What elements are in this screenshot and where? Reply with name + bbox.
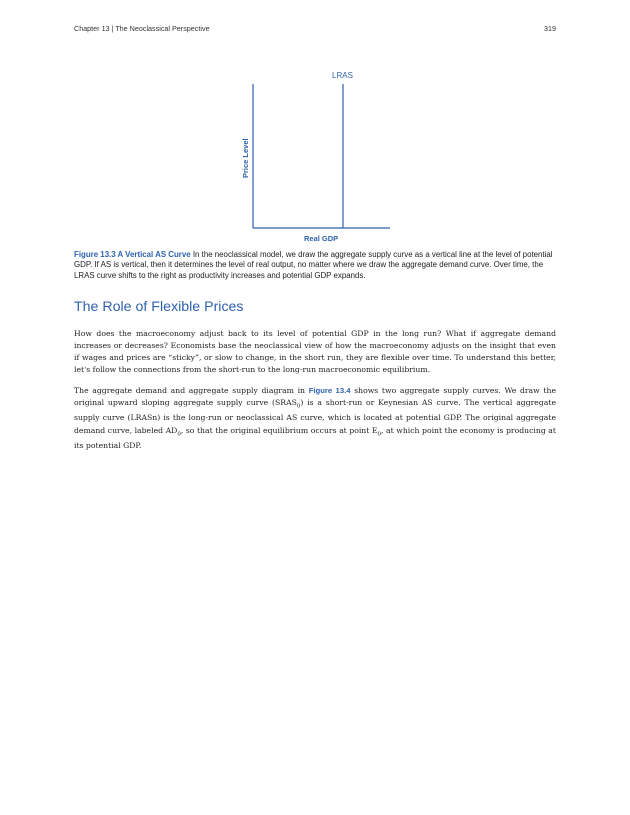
p2-text-e: , at which point the economy is producing at its potential GDP. xyxy=(74,425,556,451)
x-axis-label: Real GDP xyxy=(304,234,339,243)
p2-text-d: , so that the original equilibrium occurs at point E xyxy=(180,425,378,435)
lras-diagram xyxy=(230,66,410,248)
lras-curve-label: LRAS xyxy=(332,71,353,80)
p2-text-c: ) is a short-run or Keynesian AS curve. The vertical aggregate supply curve (LRASn) is the long-run or neoclassical AS curve, which is located at potential GDP. The original aggregate demand curve, labeled AD xyxy=(74,397,556,435)
sras-subscript: 0 xyxy=(296,403,301,410)
chapter-title: Chapter 13 | The Neoclassical Perspective xyxy=(74,24,210,33)
figure-caption-text: In the neoclassical model, we draw the aggregate supply curve as a vertical line at the level of potential GDP. If AS is vertical, then it determines the level of real output, no matter where we draw the aggregate demand curve. Over time, the LRAS curve shifts to the right as productivity increases and potential GDP expands. xyxy=(74,250,553,280)
paragraph-1: How does the macroeconomy adjust back to its level of potential GDP in the long run? What if aggregate demand increases or decreases? Economists base the neoclassical view of how the macroeconomy adjusts on the insight that even if wages and prices are “sticky”, or slow to change, in the short run, they are flexible over time. To understand this better, let's follow the connections from the short-run to the long-run macroeconomic equilibrium. xyxy=(74,328,556,374)
ad-subscript: 0 xyxy=(177,431,181,438)
p2-text-b: shows two aggregate supply curves. We draw the original upward sloping aggregate supply curve (SRAS xyxy=(74,385,556,407)
figure-13-4-link[interactable]: Figure 13.4 xyxy=(308,385,351,395)
page-header xyxy=(74,24,556,33)
lras-figure xyxy=(230,66,410,248)
e-subscript: 0 xyxy=(377,431,382,438)
p2-text-a: The aggregate demand and aggregate supply diagram in xyxy=(74,385,309,395)
y-axis-label: Price Level xyxy=(241,138,250,178)
figure-caption-ref: Figure 13.3 A Vertical AS Curve xyxy=(74,250,191,259)
page-number: 319 xyxy=(544,24,556,33)
section-title: The Role of Flexible Prices xyxy=(74,299,244,315)
paragraph-2 xyxy=(74,385,556,453)
figure-caption xyxy=(74,250,556,281)
